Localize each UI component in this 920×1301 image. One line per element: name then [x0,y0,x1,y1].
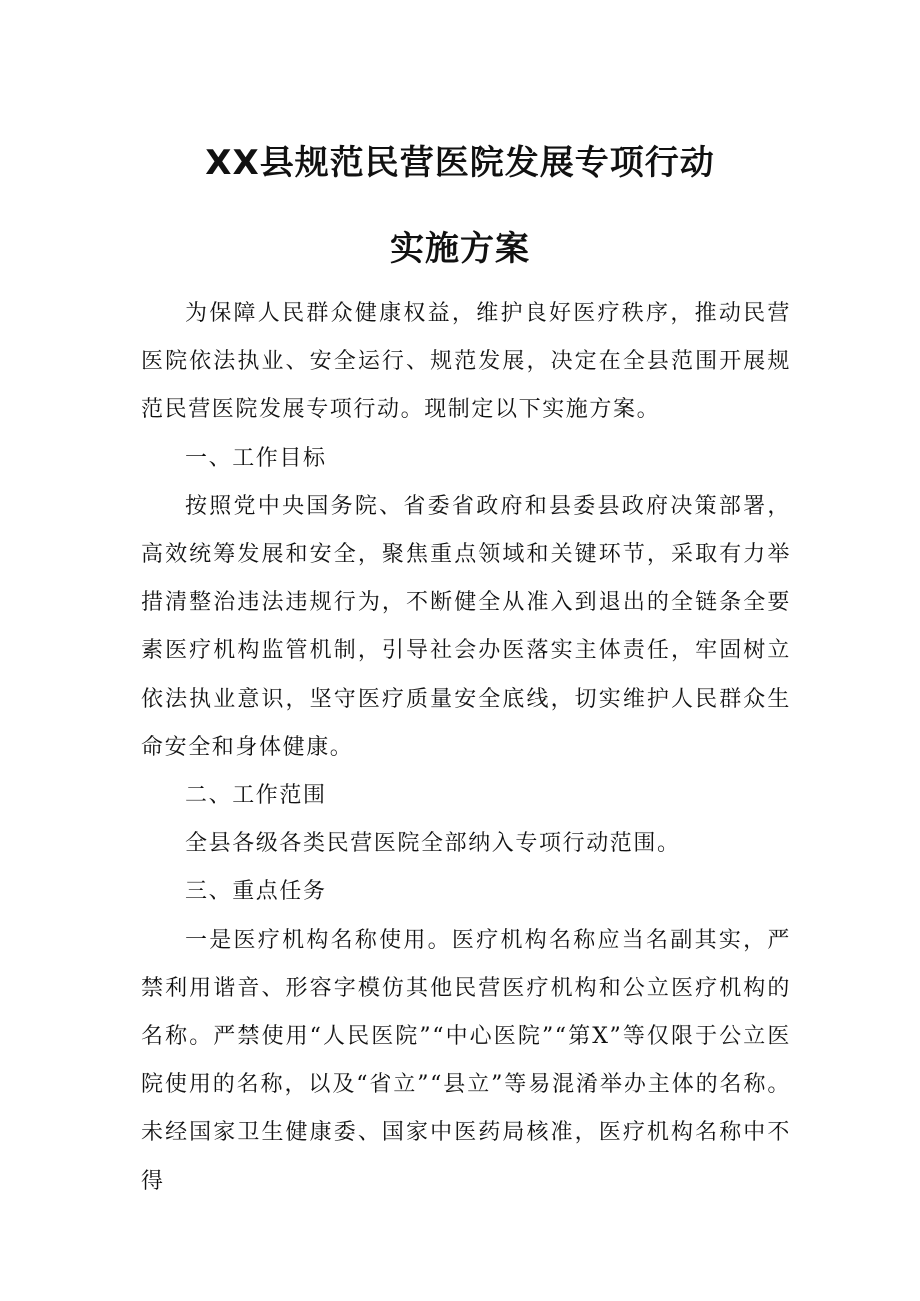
document-title: XX县规范民营医院发展专项行动 [205,143,715,183]
document-subtitle: 实施方案 [390,229,530,269]
scope-paragraph: 全县各级各类民营医院全部纳入专项行动范围。 [185,831,681,857]
document-body [141,290,791,1206]
section-heading-goals: 一、工作目标 [185,445,327,471]
intro-paragraph: 为保障人民群众健康权益，维护良好医疗秩序，推动民营医院依法执业、安全运行、规范发展，决定在全县范围开展规范民营医院发展专项行动。现制定以下实施方案。 [141,301,791,423]
goals-paragraph: 按照党中央国务院、省委省政府和县委县政府决策部署，高效统筹发展和安全，聚焦重点领域和关键环节，采取有力举措清整治违法违规行为，不断健全从准入到退出的全链条全要素医疗机构监管机制，引导社会办医落实主体责任，牢固树立依法执业意识，坚守医疗质量安全底线，切实维护人民群众生命安全和身体健康。 [141,493,791,760]
section-heading-scope: 二、工作范围 [185,783,327,809]
tasks-paragraph: 一是医疗机构名称使用。医疗机构名称应当名副其实，严禁利用谐音、形容字模仿其他民营医疗机构和公立医疗机构的名称。严禁使用“人民医院”“中心医院”“第X”等仅限于公立医院使用的名称，以及“省立”“县立”等易混淆举办主体的名称。未经国家卫生健康委、国家中医药局核准，医疗机构名称中不得 [141,927,791,1194]
section-heading-tasks: 三、重点任务 [185,879,327,905]
